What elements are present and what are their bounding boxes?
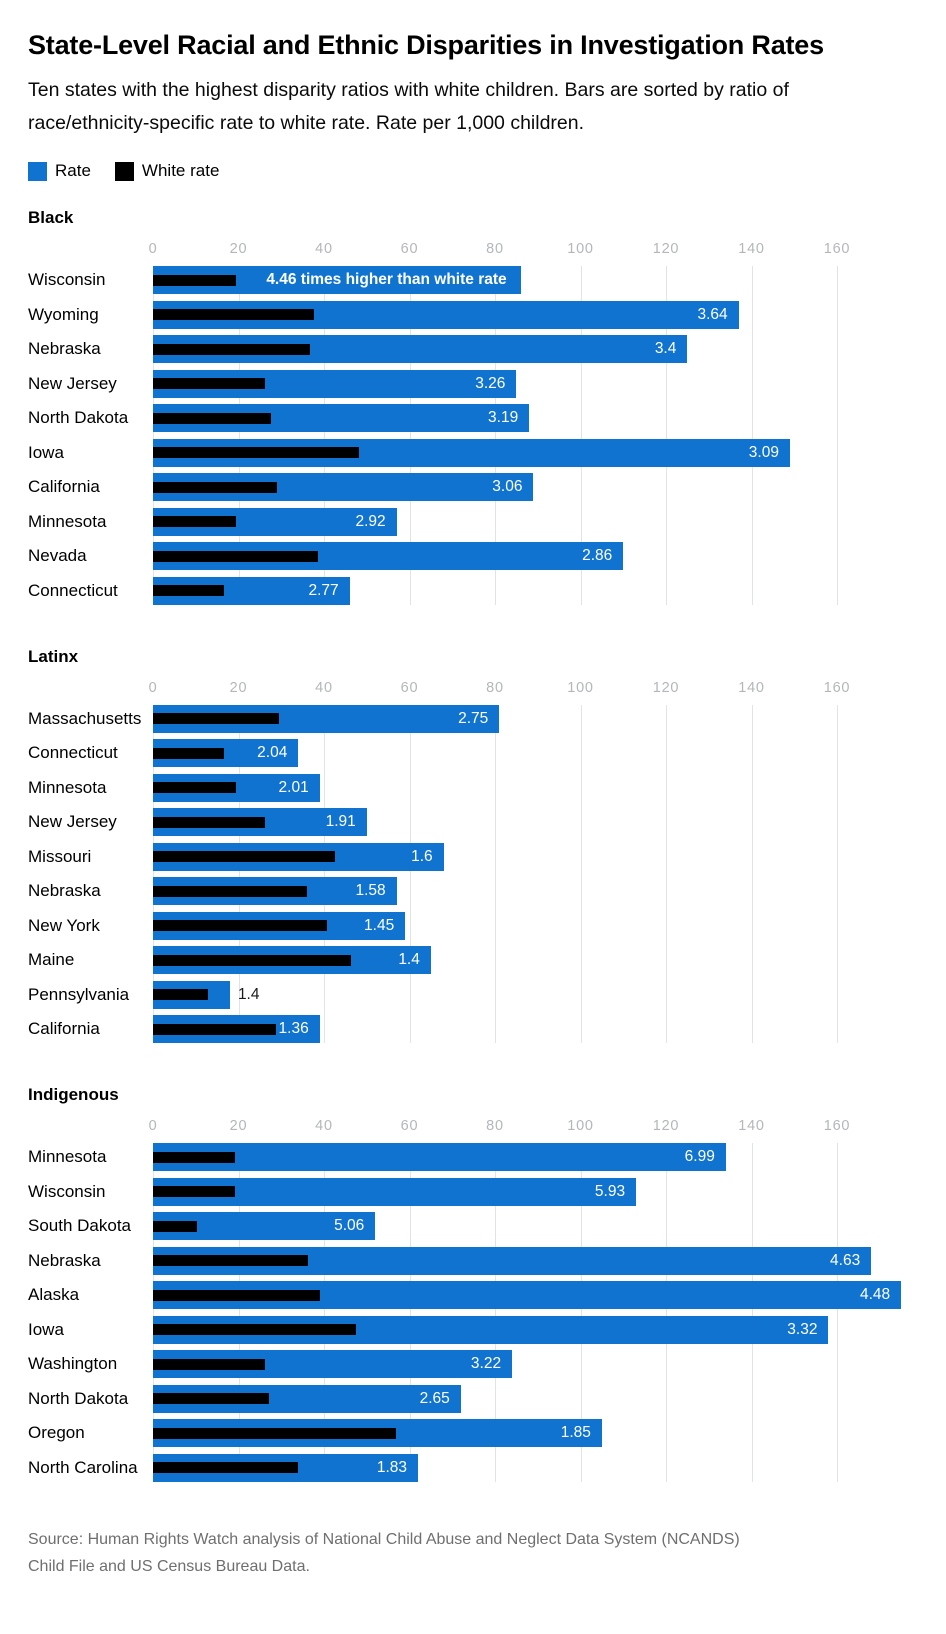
bar-row [28,1247,918,1275]
bar-value-label: 3.19 [488,409,519,426]
bar-value-label: 4.48 [859,1286,891,1303]
rate-bar [153,439,790,467]
bar-value-label: 2.75 [458,709,489,727]
white-rate-bar [153,447,359,458]
white-rate-bar [153,585,224,596]
bar-row [28,439,918,467]
legend-label-white-rate: White rate [141,161,220,180]
white-rate-swatch [115,162,134,181]
legend [28,161,918,181]
rate-bar [153,1178,636,1206]
axis-tick-label: 80 [486,241,504,257]
bar-value-label: 2.04 [257,744,288,761]
axis-tick-label: 120 [652,241,680,257]
axis-tick-label: 100 [567,1118,594,1134]
bar-value-label: 1.45 [364,916,395,934]
axis-tick-label: 140 [738,241,765,257]
row-state-label: Massachusetts [28,708,142,728]
axis-tick-label: 20 [229,241,248,257]
row-state-label: Nebraska [28,1250,101,1270]
row-state-label: North Carolina [28,1457,138,1477]
axis-tick-label: 160 [823,679,851,696]
row-state-label: Iowa [28,442,64,462]
white-rate-bar [153,1428,396,1439]
rate-swatch [28,162,47,181]
bar-value-label: 2.92 [355,512,386,530]
white-rate-bar [153,516,236,527]
bar-row [28,1350,918,1378]
white-rate-bar [153,1024,276,1035]
rate-bar [153,1385,461,1413]
bar-row [28,1316,918,1344]
axis-tick-label: 60 [400,679,419,696]
white-rate-bar [153,1255,308,1266]
row-state-label: New York [28,915,100,935]
bar-row [28,370,918,398]
rate-bar [153,335,687,363]
white-rate-bar [153,886,307,897]
axis-tick-label: 40 [315,241,333,257]
row-state-label: Oregon [28,1423,85,1442]
axis-tick-label: 40 [315,1118,333,1134]
bar-row [28,739,918,767]
white-rate-bar [153,482,277,493]
bar-row [28,946,918,974]
bar-row [28,508,918,536]
rate-bar [153,1281,901,1309]
row-state-label: Maine [28,950,75,969]
white-rate-bar [153,989,208,1000]
axis-tick-label: 140 [738,1118,765,1134]
rate-bar [153,1015,320,1043]
axis-tick-label: 0 [148,1118,158,1134]
row-state-label: Minnesota [28,511,107,531]
row-state-label: North Dakota [28,408,129,427]
subtitle-line: Ten states with the highest disparity ratios with white children. Bars are sorted by ratio of [28,79,789,101]
white-rate-bar [153,309,314,320]
white-rate-bar [153,1324,356,1335]
bar-row [28,1143,918,1171]
plot [28,705,918,1044]
axis-tick-label: 80 [486,1118,504,1134]
bar-value-label: 1.85 [560,1424,591,1441]
rate-bar [153,843,444,871]
axis-tick-label: 60 [400,1118,419,1134]
row-state-label: North Dakota [28,1388,129,1408]
bar-value-label: 1.58 [355,882,386,899]
axis-tick-label: 40 [315,679,333,696]
bar-row [28,266,918,294]
axis-tick-label: 160 [823,241,851,257]
white-rate-bar [153,1221,197,1232]
white-rate-bar [153,713,279,724]
bar-value-label: 3.64 [697,305,728,323]
legend-item-rate [28,161,91,181]
chart-section-latinx [28,647,918,1044]
white-rate-bar [153,1359,265,1370]
rate-bar [153,1247,871,1275]
axis-tick-label: 20 [229,1118,248,1134]
white-rate-bar [153,344,310,355]
axis-tick-label: 0 [148,679,158,696]
bar-value-label: 3.32 [787,1320,818,1338]
bar-value-label: 2.86 [582,547,613,564]
axis-tick-label: 120 [652,679,680,696]
bar-row [28,1212,918,1240]
white-rate-bar [153,817,265,828]
rate-bar [153,1212,375,1240]
legend-item-white-rate [115,161,219,181]
chart-section-indigenous [28,1085,918,1482]
bar-value-label: 2.65 [419,1389,450,1407]
bar-row [28,335,918,363]
bar-value-label: 4.46 times higher than white rate [266,271,507,288]
row-state-label: Iowa [28,1319,64,1339]
bar-value-label: 2.77 [308,581,339,599]
bar-value-label: 3.4 [654,340,677,357]
bar-row [28,1015,918,1043]
bar-row [28,808,918,836]
axis-tick-label: 20 [229,679,248,696]
row-state-label: Nebraska [28,881,101,900]
white-rate-bar [153,748,224,759]
bar-value-label: 1.4 [398,951,420,968]
rate-bar [153,877,397,905]
axis-tick-label: 160 [823,1118,851,1134]
axis-tick-label: 100 [567,679,594,696]
rate-bar [153,370,516,398]
bar-value-label: 1.83 [376,1458,408,1476]
row-state-label: Alaska [28,1285,80,1304]
row-state-label: Wisconsin [28,1181,106,1201]
rate-bar [153,946,431,974]
row-state-label: New Jersey [28,373,117,393]
rate-bar [153,1419,602,1447]
white-rate-bar [153,851,335,862]
subtitle-line: race/ethnicity-specific rate to white rate. Rate per 1,000 children. [28,112,585,134]
axis-tick-label: 120 [652,1118,680,1134]
bar-value-label: 5.93 [594,1182,626,1200]
bar-value-label: 1.4 [237,985,260,1003]
bar-row [28,774,918,802]
row-state-label: Missouri [28,846,92,866]
row-state-label: California [28,1019,100,1038]
rate-bar [153,473,533,501]
white-rate-bar [153,955,351,966]
bar-value-label: 1.91 [325,813,356,830]
row-state-label: Nevada [28,546,87,565]
axis-tick-label: 80 [486,679,504,696]
bar-row [28,301,918,329]
chart-section-black [28,208,918,605]
bar-row [28,1385,918,1413]
bar-value-label: 2.01 [278,778,309,796]
bar-value-label: 1.6 [411,847,433,865]
rate-bar [153,577,350,605]
rate-bar [153,774,320,802]
row-state-label: South Dakota [28,1216,132,1235]
row-state-label: Pennsylvania [28,984,130,1004]
rate-bar [153,1143,726,1171]
bar-row [28,1281,918,1309]
rate-bar [153,808,367,836]
source-line: Child File and US Census Bureau Data. [28,1557,310,1575]
row-state-label: Nebraska [28,339,101,358]
rate-bar [153,1350,512,1378]
white-rate-bar [153,920,327,931]
axis-tick-label: 0 [148,241,158,257]
bar-row [28,705,918,733]
source-note [28,1526,918,1580]
white-rate-bar [153,1290,320,1301]
white-rate-bar [153,551,318,562]
bar-value-label: 3.09 [748,443,779,461]
bar-row [28,1178,918,1206]
bar-row [28,577,918,605]
axis-tick-label: 60 [400,241,419,257]
bar-value-label: 3.06 [492,478,523,495]
row-state-label: Minnesota [28,1147,107,1166]
white-rate-bar [153,1186,235,1197]
bar-row [28,542,918,570]
bar-row [28,1419,918,1447]
row-state-label: Connecticut [28,580,118,600]
rate-bar [153,1454,418,1482]
section-heading-indigenous: Indigenous [28,1085,119,1104]
page-title: State-Level Racial and Ethnic Disparities in Investigation Rates [28,30,824,60]
plot [28,1143,918,1482]
rate-bar [153,508,397,536]
rate-bar [153,1316,828,1344]
axis [148,241,918,262]
white-rate-bar [153,1393,269,1404]
white-rate-bar [153,413,271,424]
bar-value-label: 4.63 [830,1251,861,1269]
white-rate-bar [153,275,236,286]
bar-row [28,1454,918,1482]
rate-bar [153,404,529,432]
bar-row [28,473,918,501]
row-state-label: California [28,477,100,496]
bar-row [28,404,918,432]
rate-bar [153,542,623,570]
plot [28,266,918,605]
axis-tick-label: 100 [567,241,594,257]
white-rate-bar [153,782,236,793]
axis [148,679,918,701]
bar-row [28,981,918,1009]
row-state-label: Minnesota [28,777,107,797]
bar-value-label: 5.06 [334,1217,365,1234]
row-state-label: Wisconsin [28,270,106,289]
bar-value-label: 1.36 [278,1020,309,1037]
rate-bar [153,301,739,329]
section-heading-black: Black [28,208,74,227]
bar-row [28,912,918,940]
bar-row [28,877,918,905]
axis [148,1118,918,1139]
row-state-label: Connecticut [28,743,118,762]
rate-bar [153,266,521,294]
row-state-label: Wyoming [28,304,99,324]
rate-bar [153,739,298,767]
source-line: Source: Human Rights Watch analysis of National Child Abuse and Neglect Data System (NCANDS) [28,1530,740,1548]
rate-bar [153,981,260,1009]
white-rate-bar [153,1462,298,1473]
white-rate-bar [153,378,265,389]
row-state-label: Washington [28,1354,118,1373]
white-rate-bar [153,1152,235,1163]
chart-subtitle [28,74,918,140]
bar-value-label: 3.26 [475,374,506,392]
rate-bar [153,912,405,940]
rate-bar [153,705,499,733]
bar-value-label: 3.22 [470,1355,502,1372]
row-state-label: New Jersey [28,812,117,831]
section-heading-latinx: Latinx [28,646,79,666]
axis-tick-label: 140 [738,679,765,696]
bar-row [28,843,918,871]
bar-value-label: 6.99 [684,1148,715,1165]
legend-label-rate: Rate [55,161,91,180]
